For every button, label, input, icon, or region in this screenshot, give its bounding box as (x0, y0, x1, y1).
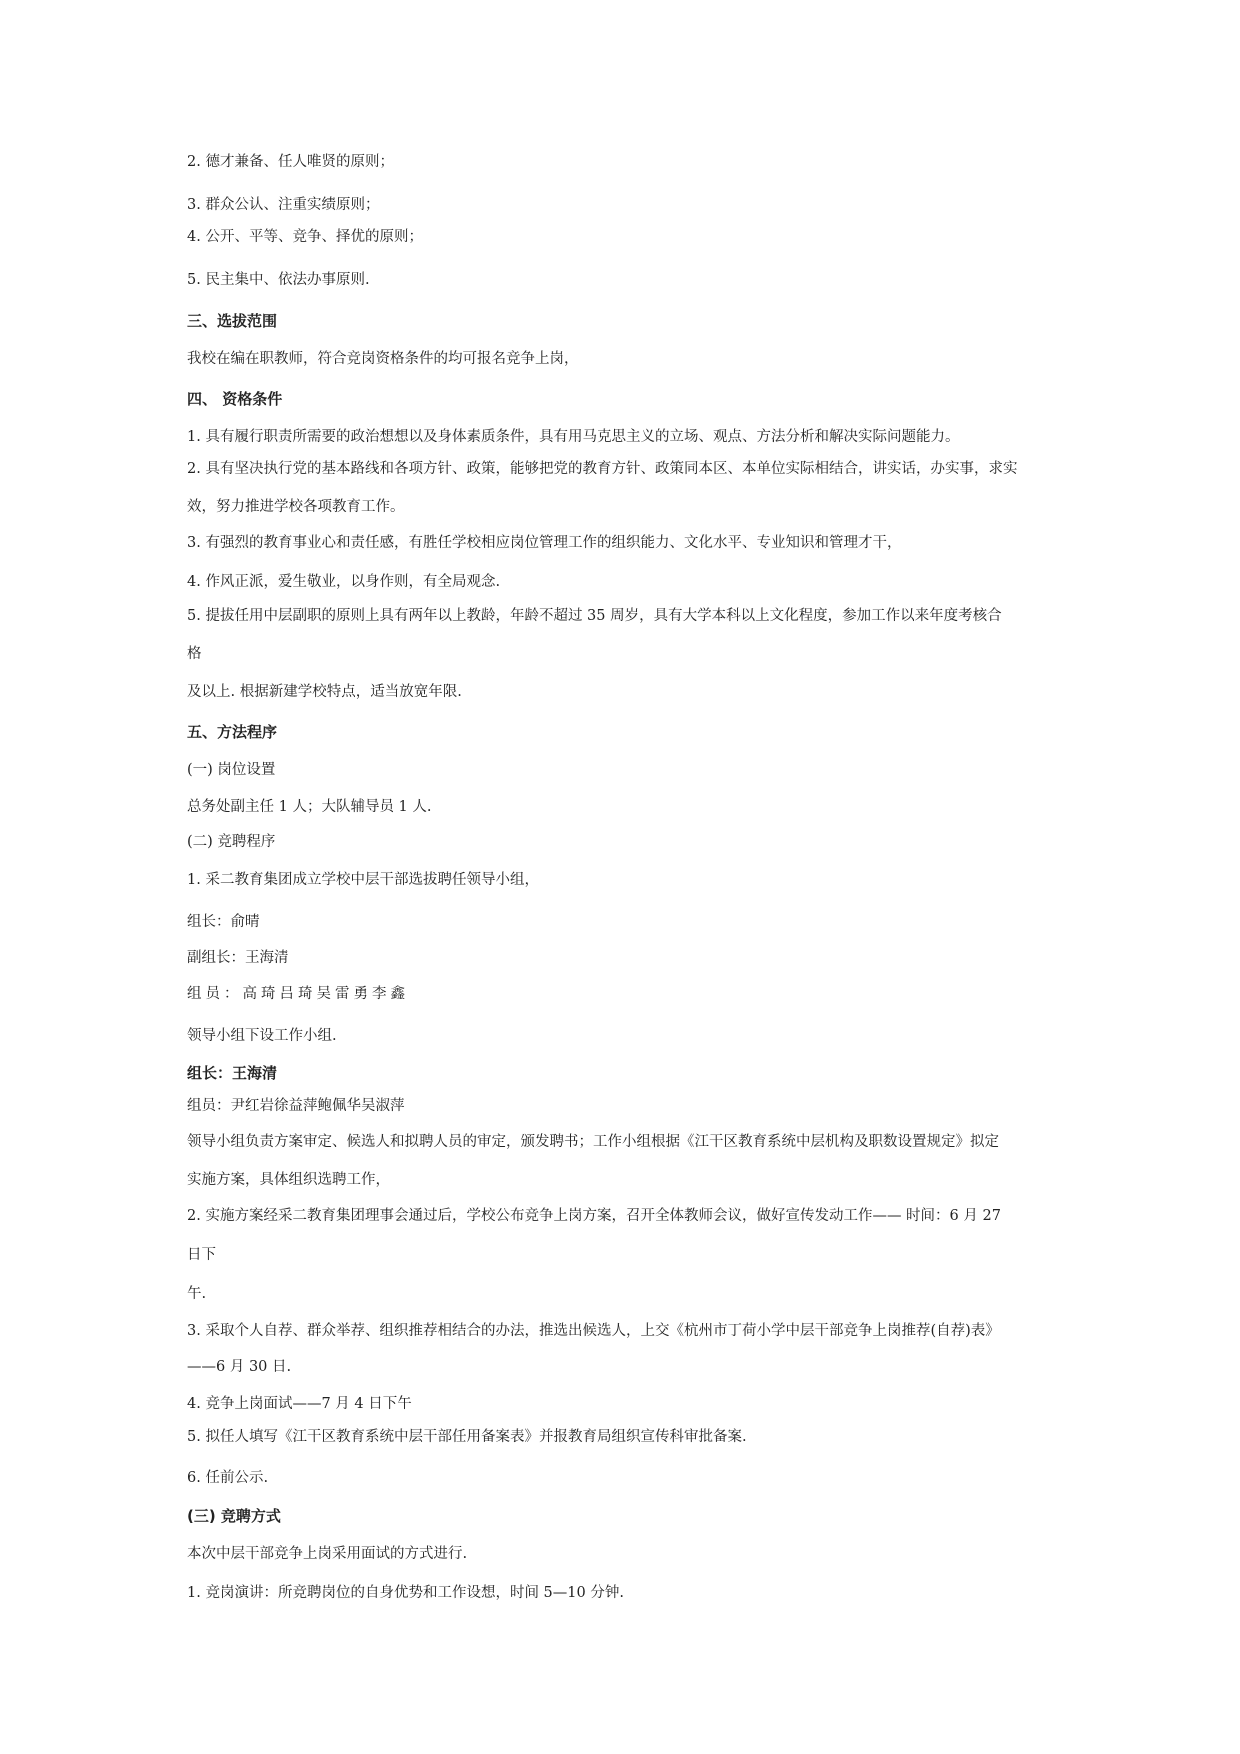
text-line: 效，努力推进学校各项教育工作。 (187, 499, 405, 515)
text-line: 3. 采取个人自荐、群众举荐、组织推荐相结合的办法，推选出候选人，上交《杭州市丁荷小学中层干部竞争上岗推荐(自荐)表》 (187, 1323, 1000, 1339)
text-line: 4. 公开、平等、竞争、择优的原则； (187, 229, 423, 245)
text-line: 总务处副主任 1 人；大队辅导员 1 人. (187, 799, 432, 815)
text-line: 2. 具有坚决执行党的基本路线和各项方针、政策，能够把党的教育方针、政策同本区、本单位实际相结合，讲实话，办实事，求实 (187, 461, 1018, 477)
section-heading: 四、 资格条件 (187, 390, 283, 408)
text-line: 1. 竞岗演讲：所竞聘岗位的自身优势和工作设想，时间 5—10 分钟. (187, 1585, 624, 1601)
text-line: 1. 采二教育集团成立学校中层干部选拔聘任领导小组， (187, 872, 539, 888)
text-line: ——6 月 30 日. (187, 1359, 292, 1375)
text-line: 午. (187, 1286, 207, 1302)
text-line: 组员：高琦吕琦吴雷勇李鑫 (187, 986, 409, 1002)
text-line: 组长：俞晴 (187, 914, 260, 930)
text-line: 领导小组负责方案审定、候选人和拟聘人员的审定，颁发聘书；工作小组根据《江干区教育系统中层机构及职数设置规定》拟定 (187, 1134, 999, 1150)
text-line: 副组长：王海清 (187, 950, 289, 966)
text-line: 组员：尹红岩徐益萍鲍佩华吴淑萍 (187, 1098, 405, 1114)
text-line: 4. 作风正派，爱生敬业，以身作则，有全局观念. (187, 574, 501, 590)
text-line: 日下 (187, 1247, 216, 1263)
text-line: 本次中层干部竞争上岗采用面试的方式进行. (187, 1546, 468, 1562)
subsection-heading: 组长：王海清 (187, 1064, 278, 1082)
text-line: 4. 竞争上岗面试——7 月 4 日下午 (187, 1396, 412, 1412)
text-line: 6. 任前公示. (187, 1470, 269, 1486)
text-line: 格 (187, 646, 202, 662)
text-line: 5. 民主集中、依法办事原则. (187, 272, 370, 288)
text-line: 2. 德才兼备、任人唯贤的原则； (187, 154, 394, 170)
section-heading: 五、方法程序 (187, 723, 278, 741)
text-line: 5. 拟任人填写《江干区教育系统中层干部任用备案表》并报教育局组织宣传科审批备案. (187, 1429, 747, 1445)
text-line: 1. 具有履行职责所需要的政治想想以及身体素质条件，具有用马克思主义的立场、观点、方法分析和解决实际问题能力。 (187, 429, 960, 445)
subsection-heading: (三) 竞聘方式 (187, 1507, 281, 1525)
text-line: 5. 提拔任用中层副职的原则上具有两年以上教龄，年龄不超过 35 周岁，具有大学本科以上文化程度，参加工作以来年度考核合 (187, 608, 1002, 624)
text-line: 实施方案，具体组织选聘工作， (187, 1172, 390, 1188)
text-line: (一) 岗位设置 (187, 762, 276, 778)
text-line: 我校在编在职教师，符合竞岗资格条件的均可报名竞争上岗， (187, 351, 579, 367)
text-line: 及以上. 根据新建学校特点，适当放宽年限. (187, 684, 462, 700)
text-line: 3. 有强烈的教育事业心和责任感，有胜任学校相应岗位管理工作的组织能力、文化水平、专业知识和管理才干， (187, 535, 902, 551)
text-line: 2. 实施方案经采二教育集团理事会通过后，学校公布竞争上岗方案，召开全体教师会议，做好宣传发动工作—— 时间：6 月 27 (187, 1208, 1001, 1224)
section-heading: 三、选拔范围 (187, 312, 278, 330)
text-line: 领导小组下设工作小组. (187, 1028, 337, 1044)
text-line: (二) 竞聘程序 (187, 834, 276, 850)
text-line: 3. 群众公认、注重实绩原则； (187, 197, 380, 213)
